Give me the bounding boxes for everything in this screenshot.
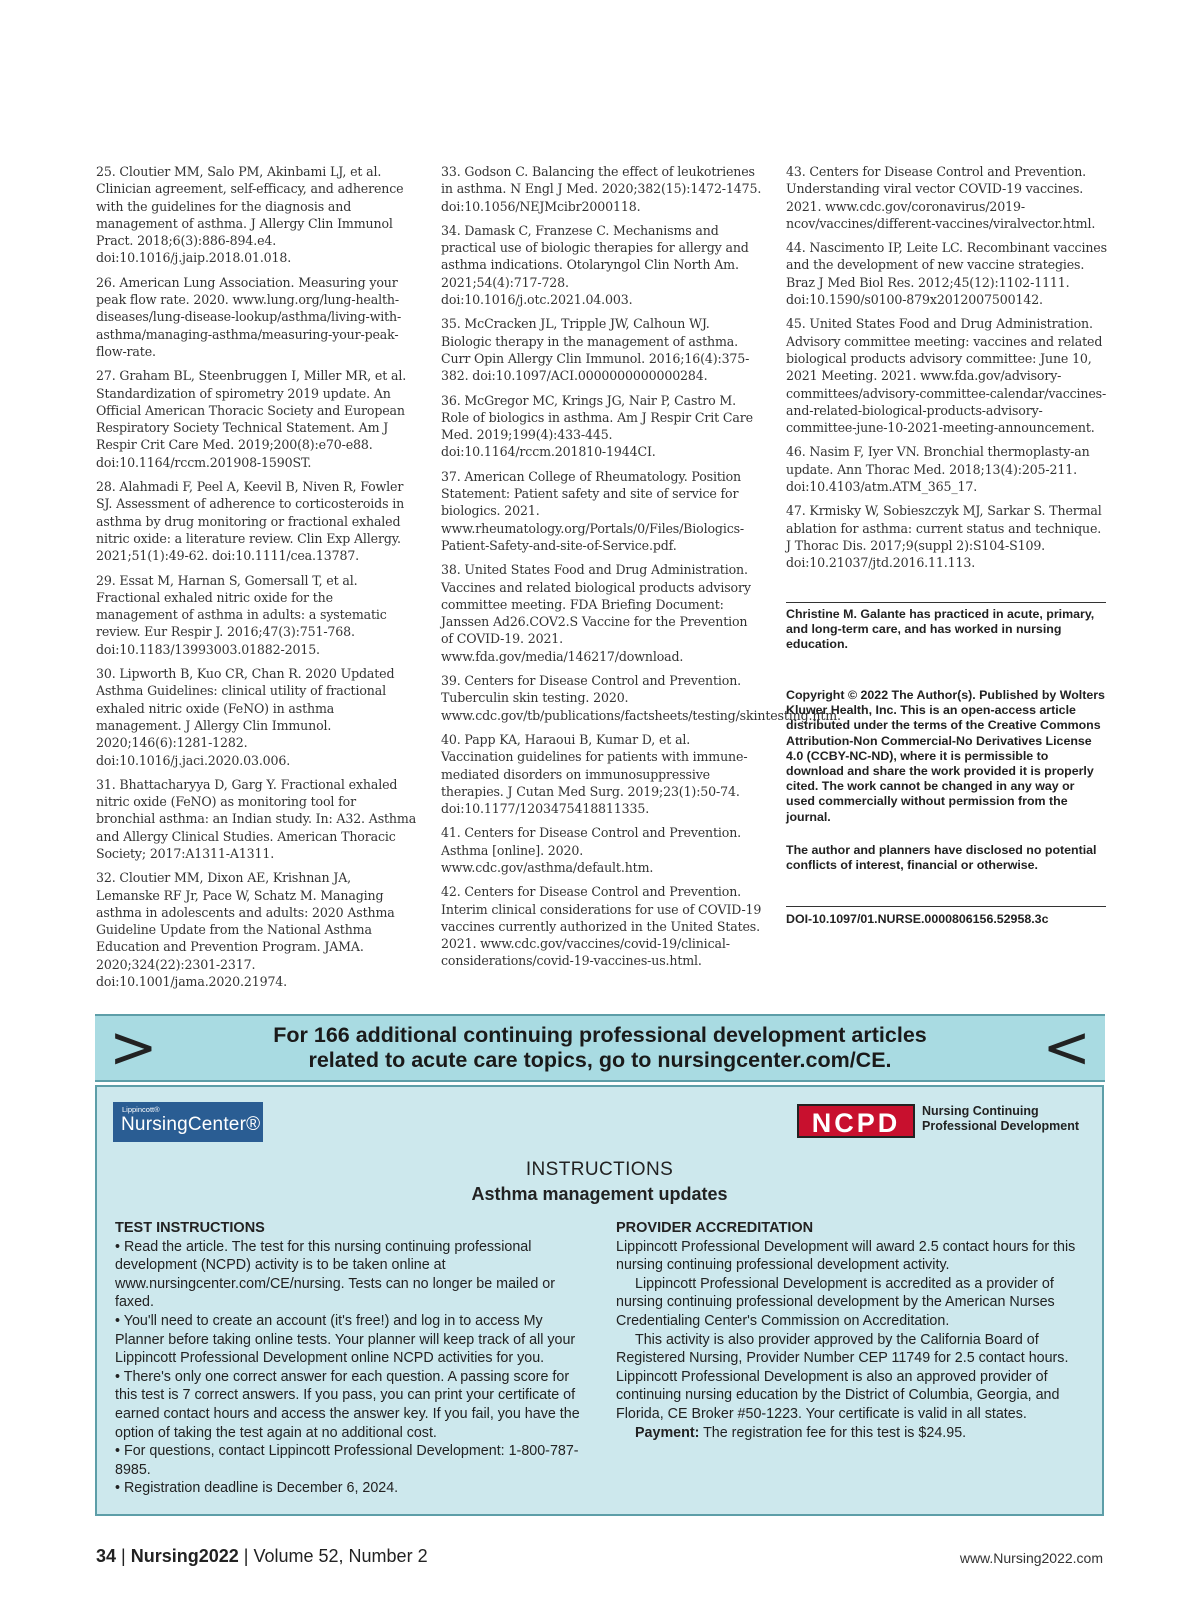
payment-label: Payment:	[635, 1424, 700, 1441]
instructions-box	[95, 1085, 1104, 1516]
test-instruction-item: • You'll need to create an account (it's free!) and log in to access My Planner before taking online tests. Your planner will keep track of all your Lippincott Professional Development online NCPD activities for you.	[115, 1312, 576, 1367]
test-instruction-item: • For questions, contact Lippincott Professional Development: 1-800-787-8985.	[115, 1443, 579, 1478]
ce-banner[interactable]	[95, 1014, 1105, 1082]
reference-item: 40. Papp KA, Haraoui B, Kumar D, et al. Vaccination guidelines for patients with immune-mediated disorders on immunosuppressive therapies. J Cutan Med Surg. 2019;23(1):50-74. doi:10.1177/1203475418811335.	[441, 731, 748, 817]
reference-item: 42. Centers for Disease Control and Prevention. Interim clinical considerations for use of COVID-19 vaccines currently authorized in the United States. 2021. www.cdc.gov/vaccines/covid-19/clinical-considerations/covid-19-vaccines-us.html.	[441, 884, 762, 969]
journal-url[interactable]: www.Nursing2022.com	[959, 1550, 1103, 1566]
test-instructions	[115, 1219, 585, 1498]
provider-paragraph: Lippincott Professional Development will award 2.5 contact hours for this nursing continuing professional development activity.	[616, 1238, 1076, 1274]
provider-accreditation	[616, 1219, 1076, 1442]
reference-item: 32. Cloutier MM, Dixon AE, Krishnan JA, Lemanske RF Jr, Pace W, Schatz M. Managing asthma in adolescents and adults: 2020 Asthma Guideline Update from the National Asthma Education and Prevention Program. JAMA. 2020;324(22):2301-2317. doi:10.1001/jama.2020.21974.	[96, 870, 395, 990]
nursingcenter-logo	[113, 1102, 263, 1142]
reference-item: 43. Centers for Disease Control and Prevention. Understanding viral vector COVID-19 vaccines. 2021. www.cdc.gov/coronavirus/2019-ncov/vaccines/different-vaccines/viralvector.html.	[786, 164, 1096, 231]
reference-item: 39. Centers for Disease Control and Prevention. Tuberculin skin testing. 2020. www.cdc.gov/tb/publications/factsheets/testing/skintesting.htm.	[441, 673, 841, 723]
ncpd-subtitle-line-1: Nursing Continuing	[922, 1104, 1039, 1118]
instructions-title: INSTRUCTIONS	[525, 1159, 674, 1180]
copyright-note: Copyright © 2022 The Author(s). Published by Wolters Kluwer Health, Inc. This is an open-access article distributed under the terms of the Creative Commons Attribution-Non Commercial-No Derivatives License 4.0 (CCBY-NC-ND), where it is permissible to download and share the work provided it is properly cited. The work cannot be changed in any way or used commercially without permission from the journal.	[786, 688, 1105, 824]
reference-item: 35. McCracken JL, Tripple JW, Calhoun WJ. Biologic therapy in the management of asthma. Curr Opin Allergy Clin Immunol. 2016;16(4):375-382. doi:10.1097/ACI.0000000000000284.	[441, 316, 750, 384]
footer-separator: |	[121, 1546, 131, 1566]
reference-item: 34. Damask C, Franzese C. Mechanisms and practical use of biologic therapies for allergy and asthma indications. Otolaryngol Clin North Am. 2021;54(4):717-728. doi:10.1016/j.otc.2021.04.003.	[441, 222, 749, 308]
journal-issue: Volume 52, Number 2	[253, 1546, 428, 1566]
reference-item: 26. American Lung Association. Measuring your peak flow rate. 2020. www.lung.org/lung-health-diseases/lung-disease-lookup/asthma/living-with-asthma/managing-asthma/measuring-your-peak-flow-rate.	[96, 274, 402, 359]
reference-item: 28. Alahmadi F, Peel A, Keevil B, Niven R, Fowler SJ. Assessment of adherence to corticosteroids in asthma by drug monitoring or fractional exhaled nitric oxide: a literature review. Clin Exp Allergy. 2021;51(1):49-62. doi:10.1111/cea.13787.	[96, 479, 405, 564]
provider-paragraph: This activity is also provider approved by the California Board of Registered Nursing, Provider Number CEP 11749 for 2.5 contact hours. Lippincott Professional Development is also an approved provider of continuing nursing education by the District of Columbia, Georgia, and Florida, CE Broker #50-1223. Your certificate is valid in all states.	[616, 1331, 1069, 1422]
payment-line	[616, 1424, 1076, 1443]
reference-item: 46. Nasim F, Iyer VN. Bronchial thermoplasty-an update. Ann Thorac Med. 2018;13(4):205-211. doi:10.4103/atm.ATM_365_17.	[786, 444, 1090, 495]
footer-separator: |	[243, 1546, 254, 1566]
divider	[786, 906, 1106, 907]
provider-accreditation-heading: PROVIDER ACCREDITATION	[616, 1220, 814, 1236]
divider	[786, 602, 1106, 603]
reference-item: 45. United States Food and Drug Administration. Advisory committee meeting: vaccines and related biological products advisory committee: June 10, 2021 Meeting. 2021. www.fda.gov/advisory-committees/advisory-committee-calendar/vaccines-and-related-biological-products-advisory-committee-june-10-2021-meeting-announcement.	[786, 316, 1107, 436]
ncpd-badge: NCPD	[797, 1104, 915, 1138]
logo-big-text: NursingCenter®	[121, 1114, 261, 1135]
reference-item: 38. United States Food and Drug Administration. Vaccines and related biological products advisory committee meeting. FDA Briefing Document: Janssen Ad26.COV2.S Vaccine for the Prevention of COVID-19. 2021. www.fda.gov/media/146217/download.	[441, 562, 751, 664]
ncpd-subtitle	[922, 1104, 1079, 1134]
test-instruction-item: • Read the article. The test for this nursing continuing professional development (NCPD) activity is to be taken online at www.nursingcenter.com/CE/nursing. Tests can no longer be mailed or faxed.	[115, 1238, 555, 1311]
test-instruction-item: • There's only one correct answer for each question. A passing score for this test is 7 correct answers. If you pass, you can print your certificate of earned contact hours and access the answer key. If you fail, you have the option of taking the test again at no additional cost.	[115, 1368, 580, 1441]
test-instruction-item: • Registration deadline is December 6, 2024.	[115, 1480, 399, 1497]
reference-item: 41. Centers for Disease Control and Prevention. Asthma [online]. 2020. www.cdc.gov/asthma/default.htm.	[441, 825, 742, 875]
references-column-3	[786, 163, 1108, 579]
page-number: 34	[96, 1546, 117, 1566]
banner-line-1: For 166 additional continuing professional development articles	[273, 1023, 927, 1047]
disclosure-note: The author and planners have disclosed no potential conflicts of interest, financial or otherwise.	[786, 843, 1097, 873]
instructions-subtitle: Asthma management updates	[471, 1184, 728, 1204]
reference-item: 25. Cloutier MM, Salo PM, Akinbami LJ, et al. Clinician agreement, self-efficacy, and adherence with the guidelines for the diagnosis and management of asthma. J Allergy Clin Immunol Pract. 2018;6(3):886-894.e4. doi:10.1016/j.jaip.2018.01.018.	[96, 164, 404, 266]
reference-item: 29. Essat M, Harnan S, Gomersall T, et al. Fractional exhaled nitric oxide for the management of asthma in adults: a systematic review. Eur Respir J. 2016;47(3):751-768. doi:10.1183/13993003.01882-2015.	[96, 572, 387, 657]
reference-item: 47. Krmisky W, Sobieszczyk MJ, Sarkar S. Thermal ablation for asthma: current status and technique. J Thorac Dis. 2017;9(suppl 2):S104-S109. doi:10.21037/jtd.2016.11.113.	[786, 503, 1102, 571]
logo-small-text: Lippincott®	[122, 1105, 160, 1114]
reference-item: 27. Graham BL, Steenbruggen I, Miller MR, et al. Standardization of spirometry 2019 update. An Official American Thoracic Society and European Respiratory Society Technical Statement. Am J Respir Crit Care Med. 2019;200(8):e70-e88. doi:10.1164/rccm.201908-1590ST.	[96, 368, 407, 470]
reference-item: 44. Nascimento IP, Leite LC. Recombinant vaccines and the development of new vaccine strategies. Braz J Med Biol Res. 2012;45(12):1102-1111. doi:10.1590/s0100-879x2012007500142.	[786, 240, 1107, 308]
doi-text: DOI-10.1097/01.NURSE.0000806156.52958.3c	[786, 912, 1049, 926]
reference-item: 37. American College of Rheumatology. Position Statement: Patient safety and site of service for biologics. 2021. www.rheumatology.org/Portals/0/Files/Biologics-Patient-Safety-and-site-of-Service.pdf.	[441, 468, 745, 553]
reference-item: 31. Bhattacharyya D, Garg Y. Fractional exhaled nitric oxide (FeNO) as monitoring tool for bronchial asthma: an Indian study. In: A32. Asthma and Allergy Clinical Studies. American Thoracic Society; 2017:A1311-A1311.	[96, 776, 417, 861]
references-column-2	[441, 163, 841, 977]
payment-text: The registration fee for this test is $24.95.	[703, 1424, 967, 1441]
references-column-1	[96, 163, 418, 997]
banner-line-2: related to acute care topics, go to nursingcenter.com/CE.	[308, 1048, 892, 1072]
chevron-left-icon: <	[1042, 1013, 1091, 1081]
reference-item: 36. McGregor MC, Krings JG, Nair P, Castro M. Role of biologics in asthma. Am J Respir Crit Care Med. 2019;199(4):433-445. doi:10.1164/rccm.201810-1944CI.	[441, 392, 753, 460]
page-footer-left	[96, 1546, 428, 1567]
author-note: Christine M. Galante has practiced in acute, primary, and long-term care, and has worked in nursing education.	[786, 607, 1095, 652]
reference-item: 33. Godson C. Balancing the effect of leukotrienes in asthma. N Engl J Med. 2020;382(15):1472-1475. doi:10.1056/NEJMcibr2000118.	[441, 164, 762, 214]
test-instructions-heading: TEST INSTRUCTIONS	[115, 1220, 265, 1236]
reference-item: 30. Lipworth B, Kuo CR, Chan R. 2020 Updated Asthma Guidelines: clinical utility of fractional exhaled nitric oxide (FeNO) in asthma management. J Allergy Clin Immunol. 2020;146(6):1281-1282. doi:10.1016/j.jaci.2020.03.006.	[96, 666, 395, 768]
journal-name: Nursing2022	[130, 1546, 239, 1566]
ncpd-subtitle-line-2: Professional Development	[922, 1119, 1079, 1133]
chevron-right-icon: >	[109, 1013, 158, 1081]
provider-paragraph: Lippincott Professional Development is accredited as a provider of nursing continuing professional development by the American Nurses Credentialing Center's Commission on Accreditation.	[616, 1275, 1055, 1329]
